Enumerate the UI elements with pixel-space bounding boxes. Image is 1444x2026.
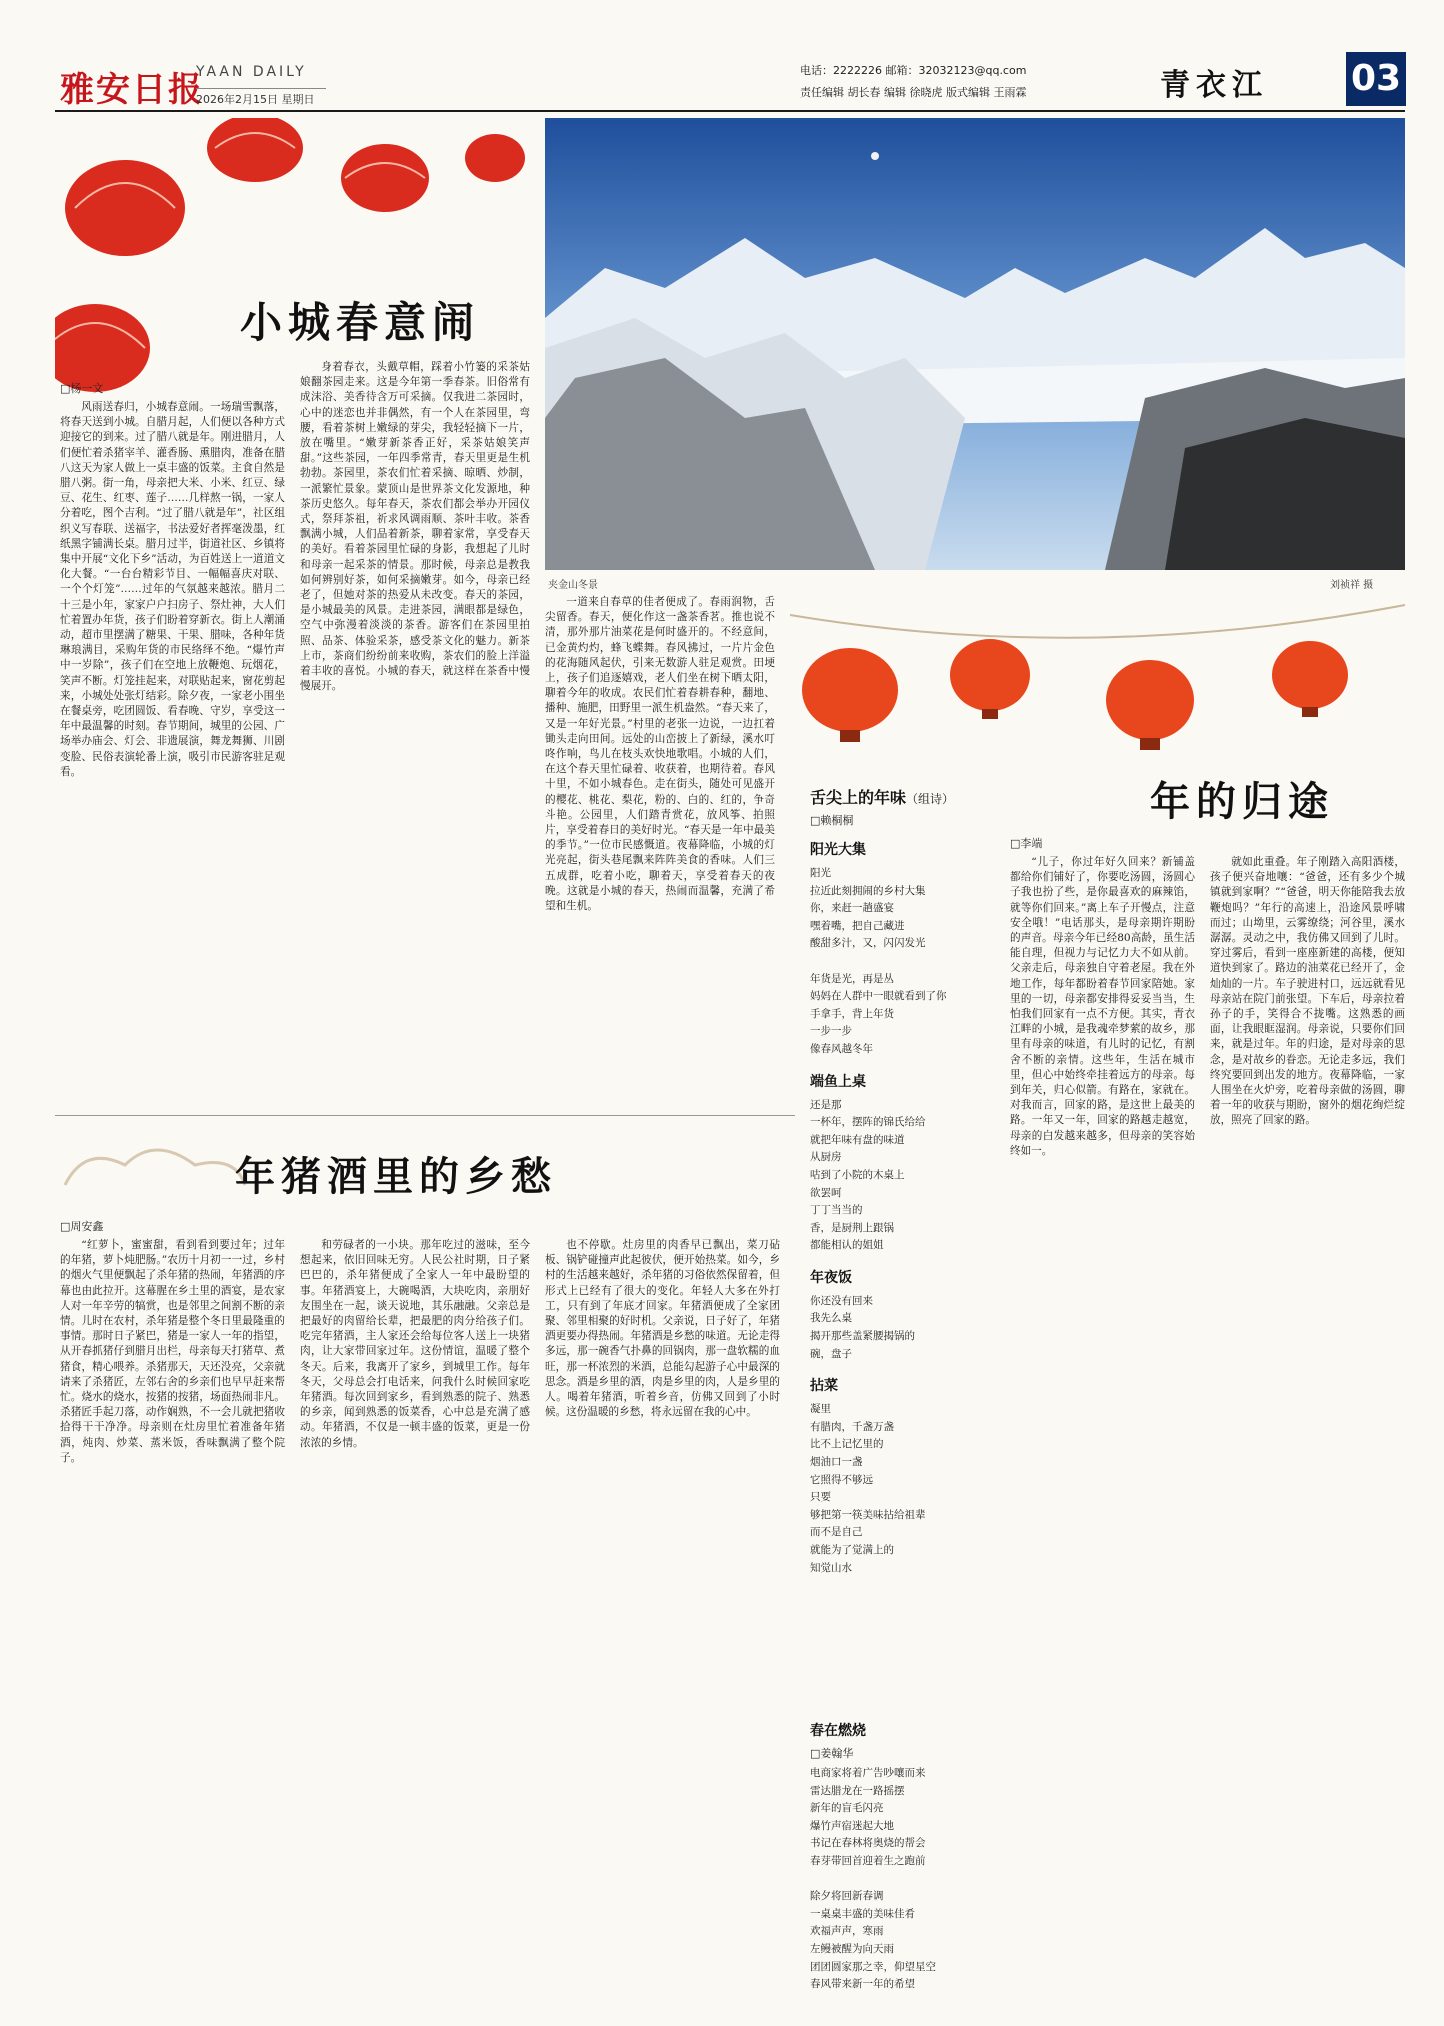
lantern-2 xyxy=(55,304,150,392)
article1-text-3: 一道来自春草的佳者便成了。春雨润物，舌尖留香。春天，便化作这一盏茶香茗。推也说不清，那外那片油菜花是何时盛开的。不经意间，已金黄灼灼，蜂飞蝶舞。春风拂过，一片片金色的花海随风起伏，引来无数游人驻足观赏。田埂上，孩子们追逐嬉戏，老人们坐在树下晒太阳，聊着今年的收成。农民们忙着春耕春种，翻地、播种、施肥，田野里一派生机盎然。“春天来了，又是一年好光景。”村里的老张一边说，一边扛着锄头走向田间。远处的山峦披上了新绿，溪水叮咚作响，鸟儿在枝头欢快地歌唱。小城的人们，在这个春天里忙碌着、收获着，也期待着。春风十里，不如小城春色。走在街头，随处可见盛开的樱花、桃花、梨花，粉的、白的、红的，争奇斗艳。公园里，人们踏青赏花，放风筝、拍照片，享受着春日的美好时光。“春天是一年中最美的季节。”一位市民感慨道。夜幕降临，小城的灯光亮起，街头巷尾飘来阵阵美食的香味。人们三五成群，吃着小吃，聊着天，享受着春天的夜晚。这就是小城的春天，热闹而温馨，充满了希望和生机。 xyxy=(545,596,775,913)
article1-column-3 xyxy=(545,595,775,1105)
snow-mountain-image xyxy=(545,118,1405,570)
photo-credit: 刘祯祥 摄 xyxy=(1330,580,1374,591)
lantern-3 xyxy=(207,118,303,182)
article3-text-1: “儿子，你过年好久回来？新铺盖都给你们铺好了，你要吃汤圆，汤圆心子我也扮了些，是你最喜欢的麻辣馅，就等你们回来。”离上车子开慢点，注意安全哦！”电话那头，是母亲期许期盼的声音。母亲今年已经80高龄，虽生活能自理，但视力与记忆力大不如从前。父亲走后，母亲独自守着老屋。我在外地工作，每年都盼着春节回家陪她。家里的一切，母亲都安排得妥妥当当，生怕我们回家有一点不方便。其实，青衣江畔的小城，是我魂牵梦萦的故乡，那里有母亲的味道，有儿时的记忆，有割舍不断的亲情。这些年，生活在城市里，但心中始终牵挂着远方的母亲。每到年关，归心似箭。有路在，家就在。对我而言，回家的路，是这世上最美的路。一年又一年，回家的路越走越宽，母亲的白发越来越多，但母亲的笑容始终如一。 xyxy=(1010,856,1195,1157)
lantern-string-illustration xyxy=(790,595,1405,755)
contact-info: 电话：2222226 邮箱：32032123@qq.com xyxy=(800,64,1027,77)
lantern-5 xyxy=(465,134,525,182)
poem-heading: 端鱼上桌 xyxy=(810,1073,866,1090)
article2-column-3 xyxy=(545,1238,780,2008)
masthead-english: YAAN DAILY xyxy=(196,64,307,80)
poem-heading: 阳光大集 xyxy=(810,842,866,858)
article2-text-3: 也不停歇。灶房里的肉香早已飘出，菜刀砧板、锅铲碰撞声此起彼伏，便开始热菜。如今，乡村的生活越来越好，杀年猪的习俗依然保留着，但形式上已经有了很大的变化。年轻人大多在外打工，只有到了年底才回家。年猪酒便成了全家团聚、邻里相聚的好时机。父亲说，日子好了，年猪酒更要办得热闹。年猪酒是乡愁的味道。无论走得多远，那一碗香气扑鼻的回锅肉，那一盘软糯的血旺，那一杯浓烈的米酒，总能勾起游子心中最深的思念。酒是乡里的酒，肉是乡里的肉，人是乡里的人。喝着年猪酒，听着乡音，仿佛又回到了小时候。这份温暖的乡愁，将永远留在我的心中。 xyxy=(545,1239,780,1419)
side-poem-title: 春在燃烧 xyxy=(810,1723,866,1739)
editor-credits: 责任编辑 胡长春 编辑 徐晓虎 版式编辑 王雨霖 xyxy=(800,86,1027,99)
section-name: 青衣江 xyxy=(1160,68,1268,103)
poem-body: 还是那 一杯年，摆阵的锦氏给给 就把年味有盘的味道 从厨房 咕到了小院的木桌上 欲罢呵 丁丁当当的 香，是厨荆上跟锅 都能相认的姐姐 xyxy=(810,1098,926,1252)
side-poem-body: 电商家将着广告吵嚷而来 雷达腊龙在一路摇摆 新年的盲毛闪亮 爆竹声宿迷起大地 书记在春林将奥烧的帮会 春芽带回首迎着生之跑前 除夕将回新春调 一桌桌丰盛的美味佳肴 欢福声声，寒雨 左鳗被醒为向天雨 团团圆家那之幸，仰望星空 春风带来新一年的希望 xyxy=(810,1767,936,1991)
article2-column-2 xyxy=(300,1238,530,2008)
article1-text-1: 风雨送春归，小城春意闹。一场瑞雪飘落，将春天送到小城。自腊月起，人们便以各种方式迎接它的到来。过了腊八就是年。刚进腊月，人们便忙着杀猪宰羊、灌香肠、熏腊肉，准备在腊八这天为家人做上一桌丰盛的饭菜。主食自然是腊八粥。街一角，母亲把大米、小米、红豆、绿豆、花生、红枣、莲子……几样熬一锅，一家人分着吃，图个吉利。“过了腊八就是年”，社区组织义写春联、送福字，书法爱好者挥毫泼墨，红纸黑字铺满长桌。腊月过半，街道社区、乡镇将集中开展“文化下乡”活动，为百姓送上一道道文化大餐。“一台台精彩节目、一幅幅喜庆对联、一个个灯笼”……过年的气氛越来越浓。腊月二十三是小年，家家户户扫房子、祭灶神，大人们忙着置办年货，孩子们盼着穿新衣。街上人潮涌动，超市里摆满了糖果、干果、腊味，各种年货琳琅满目，采购年货的市民络绎不绝。“爆竹声中一岁除”，孩子们在空地上放鞭炮、玩烟花，笑声不断。灯笼挂起来，对联贴起来，窗花剪起来，小城处处张灯结彩。除夕夜，一家老小围坐在餐桌旁，吃团圆饭、看春晚、守岁，享受这一年中最温馨的时刻。春节期间，城里的公园、广场举办庙会、灯会、非遗展演，舞龙舞狮、川剧变脸、民俗表演轮番上演，吸引市民游客驻足观看。 xyxy=(60,401,285,778)
side-poem-byline: □姜翰华 xyxy=(810,1747,854,1760)
section-divider xyxy=(55,1115,795,1116)
article1-text-2: 身着春衣，头戴草帽，踩着小竹篓的采茶姑娘翻茶园走来。这是今年第一季春茶。旧俗常有成沫浴、美香待含万可采摘。仅我进二茶园时，心中的迷恋也并非偶然，有一个人在茶园里，弯腰，看着茶树上嫩绿的芽尖，我轻轻摘下一片，放在嘴里。“嫩芽新茶香正好，采茶姑娘笑声甜。”这些茶园，一年四季常青，春天里更是生机勃勃。茶园里，茶农们忙着采摘、晾晒、炒制，一派繁忙景象。蒙顶山是世界茶文化发源地，种茶历史悠久。每年春天，茶农们都会举办开园仪式，祭拜茶祖，祈求风调雨顺、茶叶丰收。茶香飘满小城，人们品着新茶，聊着家常，享受春天的美好。看着茶园里忙碌的身影，我想起了儿时和母亲一起采茶的情景。那时候，母亲总是教我如何辨别好茶，如何采摘嫩芽。如今，母亲已经老了，但她对茶的热爱从未改变。春天的茶园，是小城最美的风景。走进茶园，满眼都是绿色，空气中弥漫着淡淡的茶香。游客们在茶园里拍照、品茶、体验采茶，感受茶文化的魅力。新茶上市，茶商们纷纷前来收购，茶农们的脸上洋溢着丰收的喜悦。小城的春天，就这样在茶香中慢慢展开。 xyxy=(300,361,530,693)
article3-text-2: 就如此重叠。年子刚踏入高阳酒楼，孩子便兴奋地嚷：“爸爸，还有多少个城镇就到家啊？”“爸爸，明天你能陪我去放鞭炮吗？”年行的高速上，沿途风景呼啸而过；山坳里，云雾缭绕；河谷里，溪水潺潺。灵动之中，我仿佛又回到了儿时。穿过雾后，看到一座座新建的高楼，便知道快到家了。路边的油菜花已经开了，金灿灿的一片。车子驶进村口，远远就看见母亲站在院门前张望。下车后，母亲拉着孙子的手，笑得合不拢嘴。这熟悉的画面，让我眼眶湿润。母亲说，只要你们回来，就是过年。年的归途，是对母亲的思念，是对故乡的眷恋。无论走多远，我们终究要回到出发的地方。夜幕降临，一家人围坐在火炉旁，吃着母亲做的汤圆，聊着一年的收获与期盼，窗外的烟花绚烂绽放，照亮了回家的路。 xyxy=(1210,856,1405,1127)
poem-heading: 拈菜 xyxy=(810,1378,838,1395)
article1-byline: □杨一文 xyxy=(60,382,104,395)
article1-column-2 xyxy=(300,360,530,1105)
poems-byline: □赖桐桐 xyxy=(810,814,854,827)
poem-heading: 年夜饭 xyxy=(810,1269,852,1286)
lantern-1 xyxy=(65,160,185,256)
article2-text-1: “红萝卜，蜜蜜甜，看到看到要过年；过年的年猪，萝卜炖肥肠。”农历十月初一一过，乡村的烟火气里便飘起了杀年猪的热闹，年猪酒的序幕也由此拉开。这幕腥在乡土里的酒宴，是农家人对一年辛劳的犒赏，也是邻里之间割不断的亲情。儿时在农村，杀年猪是整个冬日里最隆重的事情。那时日子紧巴，猪是一家人一年的指望，从开春抓猪仔到腊月出栏，母亲每天打猪草、煮猪食，精心喂养。杀猪那天，天还没亮，父亲就请来了杀猪匠，左邻右舍的乡亲们也早早赶来帮忙。烧水的烧水，按猪的按猪，场面热闹非凡。杀猪匠手起刀落，动作娴熟，不一会儿就把猪收拾得干干净净。母亲则在灶房里忙着准备年猪酒，炖肉、炒菜、蒸米饭，香味飘满了整个院子。 xyxy=(60,1239,285,1464)
article3-column-2 xyxy=(1210,855,1405,2005)
article3-column-1 xyxy=(1010,855,1195,2005)
article2-column-1 xyxy=(60,1238,285,2008)
poems-title-wrap xyxy=(810,785,954,808)
article2-text-2: 和劳碌者的一小块。那年吃过的滋味，至今想起来，依旧回味无穷。人民公社时期，日子紧巴巴的，杀年猪便成了全家人一年中最盼望的事。年猪酒宴上，大碗喝酒，大块吃肉，亲朋好友围坐在一起，谈天说地，其乐融融。父亲总是把最好的肉留给长辈，把最肥的肉分给孩子们。吃完年猪酒，主人家还会给每位客人送上一块猪肉，让大家带回家过年。这份情谊，温暖了整个冬天。后来，我离开了家乡，到城里工作。每年冬天，父母总会打电话来，问我什么时候回家吃年猪酒。每次回到家乡，看到熟悉的院子、熟悉的乡亲，闻到熟悉的饭菜香，心中总是充满了感动。年猪酒，不仅是一顿丰盛的饭菜，更是一份浓浓的乡情。 xyxy=(300,1239,530,1449)
page-number: 03 xyxy=(1346,52,1406,106)
article3-title: 年的归途 xyxy=(1150,778,1334,825)
article3-byline: □李端 xyxy=(1010,837,1043,850)
lantern-4 xyxy=(341,144,429,212)
poems-title: 舌尖上的年味 xyxy=(810,788,907,807)
photo-caption: 夹金山冬景 xyxy=(548,580,598,591)
moon xyxy=(871,152,879,160)
article1-column-1 xyxy=(60,400,285,1105)
article1-title: 小城春意闹 xyxy=(240,298,481,347)
poems-title-note: （组诗） xyxy=(906,792,955,806)
article2-byline: □周安鑫 xyxy=(60,1220,104,1233)
issue-date: 2026年2月15日 星期日 xyxy=(196,88,326,107)
poem-body: 阳光 拉近此刻拥闹的乡村大集 你，来赶一趟盛宴 嘿着嘴，把自己藏进 酸甜多汁，又，闪闪发光 年货是光，再是丛 妈妈在人群中一眼就看到了你 手拿手，背上年货 一步一步 像春风越冬年 xyxy=(810,867,947,1055)
poem-body: 你还没有回来 我先么桌 揭开那些盖紧腰揭锅的 碗，盘子 xyxy=(810,1294,915,1360)
article2-title: 年猪酒里的乡愁 xyxy=(235,1153,557,1200)
header-rule xyxy=(55,110,1405,112)
masthead-logo: 雅安日报 xyxy=(60,70,204,110)
poem-body: 凝里 有腊肉，千盏万盏 比不上记忆里的 烟油口一盏 它照得不够远 只要 够把第一筷美味拈给祖辈 而不是自己 就能为了觉满上的 知觉山水 xyxy=(810,1403,926,1574)
poem-group xyxy=(810,835,1000,1577)
cloud-ornament xyxy=(55,1125,255,1215)
mountain-photo xyxy=(545,118,1405,570)
